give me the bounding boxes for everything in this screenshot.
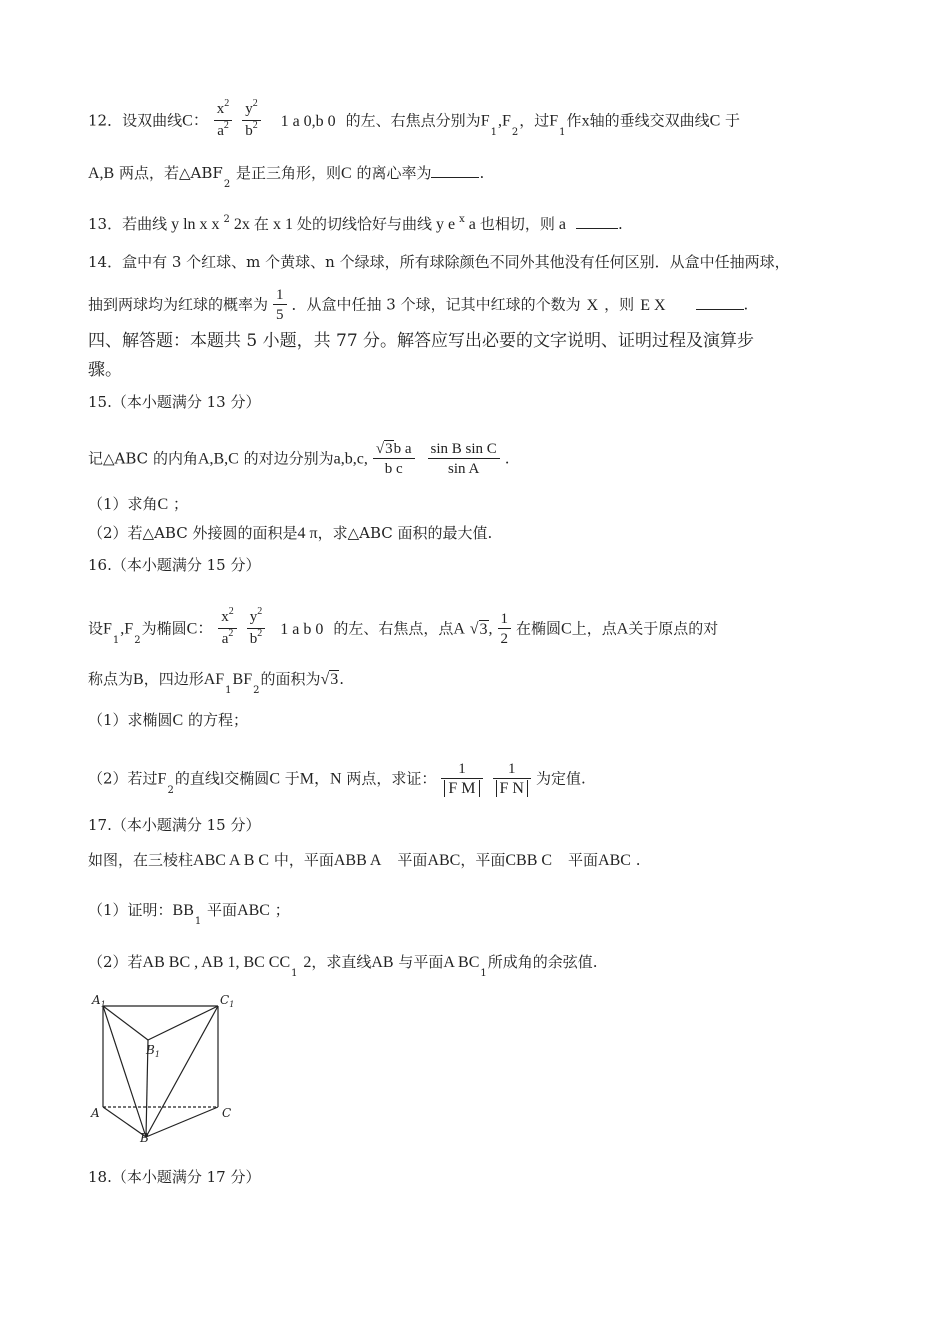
edge-c1b: [146, 1006, 218, 1137]
edge-b1c1: [148, 1006, 218, 1040]
prism-figure: [88, 992, 238, 1142]
q14-line1: 14．盒中有 3 个红球、m 个黄球、n 个绿球，所有球除颜色不同外其他没有任何区别．从盒中任抽两球，: [88, 253, 790, 271]
q18-heading: 18.（本小题满分 17 分）: [88, 1168, 261, 1186]
q16-part1: （1）求椭圆C 的方程；: [88, 711, 249, 729]
q12-number: 12．设双曲线: [88, 111, 183, 130]
q14-line2: 抽到两球均为红球的概率为 $\frac{1}{5}$ ．从盒中任抽 3 个球，记其中红球的个数为 X ，则 E X .: [88, 287, 749, 323]
q16-heading: 16.（本小题满分 15 分）: [88, 556, 261, 574]
edge-bc: [146, 1107, 218, 1137]
q17-heading: 17.（本小题满分 15 分）: [88, 816, 261, 834]
q15-part1: （1）求角C ；: [88, 495, 189, 513]
q12-frac-y: $\frac{y^2}{b^2}$: [242, 100, 261, 143]
svg-text:C1: $C_1$: [220, 993, 235, 1009]
q16-stem-line2: 称点为B，四边形$AF_1BF_2$的面积为√3.: [88, 670, 345, 696]
q15-frac-right: $\frac{\text{sin B sin C}}{\text{sin A}}$: [428, 440, 500, 479]
q17-part1: （1）证明：$BB_1$ 平面ABC ；: [88, 901, 290, 927]
q17-stem: 如图，在三棱柱ABC A B C 中，平面ABB A 平面ABC，平面CBB C 平面ABC .: [88, 851, 641, 869]
answer-blank[interactable]: [576, 214, 618, 229]
answer-blank[interactable]: [431, 163, 479, 178]
svg-text:C: C: [222, 1106, 232, 1120]
q15-heading: 15.（本小题满分 13 分）: [88, 393, 261, 411]
answer-blank[interactable]: [696, 295, 744, 310]
svg-text:A1: $A_1$: [92, 993, 106, 1009]
section-four-title-cont: 骤。: [88, 360, 122, 380]
edge-a1b: [103, 1006, 146, 1137]
svg-text:A: A: [91, 1106, 100, 1120]
edge-a1b1: [103, 1006, 148, 1040]
q12-line1: 12．设双曲线C： $\frac{x^2}{a^2}$ $\frac{y^2}{b^2}$ 1 a 0,b 0 的左、右焦点分别为$F_1,F_2$，过$F_1$作x轴的垂线交双曲线C 于: [88, 100, 740, 143]
q15-part2: （2）若△ABC 外接圆的面积是4 π，求△ABC 面积的最大值.: [88, 524, 493, 542]
q17-part2: （2）若AB BC , AB 1, BC $CC_1$ 2，求直线AB 与平面A $BC_1$所成角的余弦值.: [88, 953, 598, 979]
frac-one-fifth: $\frac{1}{5}$: [273, 286, 287, 325]
q16-part2: （2）若过$F_2$的直线l交椭圆C 于M，N 两点，求证： $\frac{1}{\text{F M}}$ $\frac{1}{\text{F N}}$ 为定值.: [88, 761, 586, 797]
section-four-title: 四、解答题：本题共 5 小题，共 77 分。解答应写出必要的文字说明、证明过程及演算步: [88, 331, 755, 351]
q12-line2: A,B 两点，若$\triangle ABF_2$ 是正三角形，则C 的离心率为 .: [88, 164, 485, 190]
q13: 13．若曲线 y ln x x $^2$ 2x 在 x 1 处的切线恰好与曲线 y e $^x$ a 也相切，则 a .: [88, 214, 623, 233]
q16-stem-line1: 设$F_1,F_2$为椭圆C： $\frac{x^2}{a^2}$ $\frac{y^2}{b^2}$ 1 a b 0 的左、右焦点，点A √3, $\frac{1}{2}$ 在椭圆C上，点A关于原点的对: [88, 608, 718, 651]
svg-text:B1: $B_1$: [146, 1043, 160, 1059]
svg-text:B: B: [140, 1131, 149, 1142]
q15-stem: 记△ABC 的内角A,B,C 的对边分别为a,b,c, $\frac{\text{√3b a}}{\text{b c}}$ $\frac{\text{sin B sin C}}{\text{sin A}}$ .: [88, 441, 510, 477]
q12-frac-x: $\frac{x^2}{a^2}$: [214, 100, 233, 143]
q15-frac-left: $\frac{\text{√3b a}}{\text{b c}}$: [373, 440, 415, 479]
